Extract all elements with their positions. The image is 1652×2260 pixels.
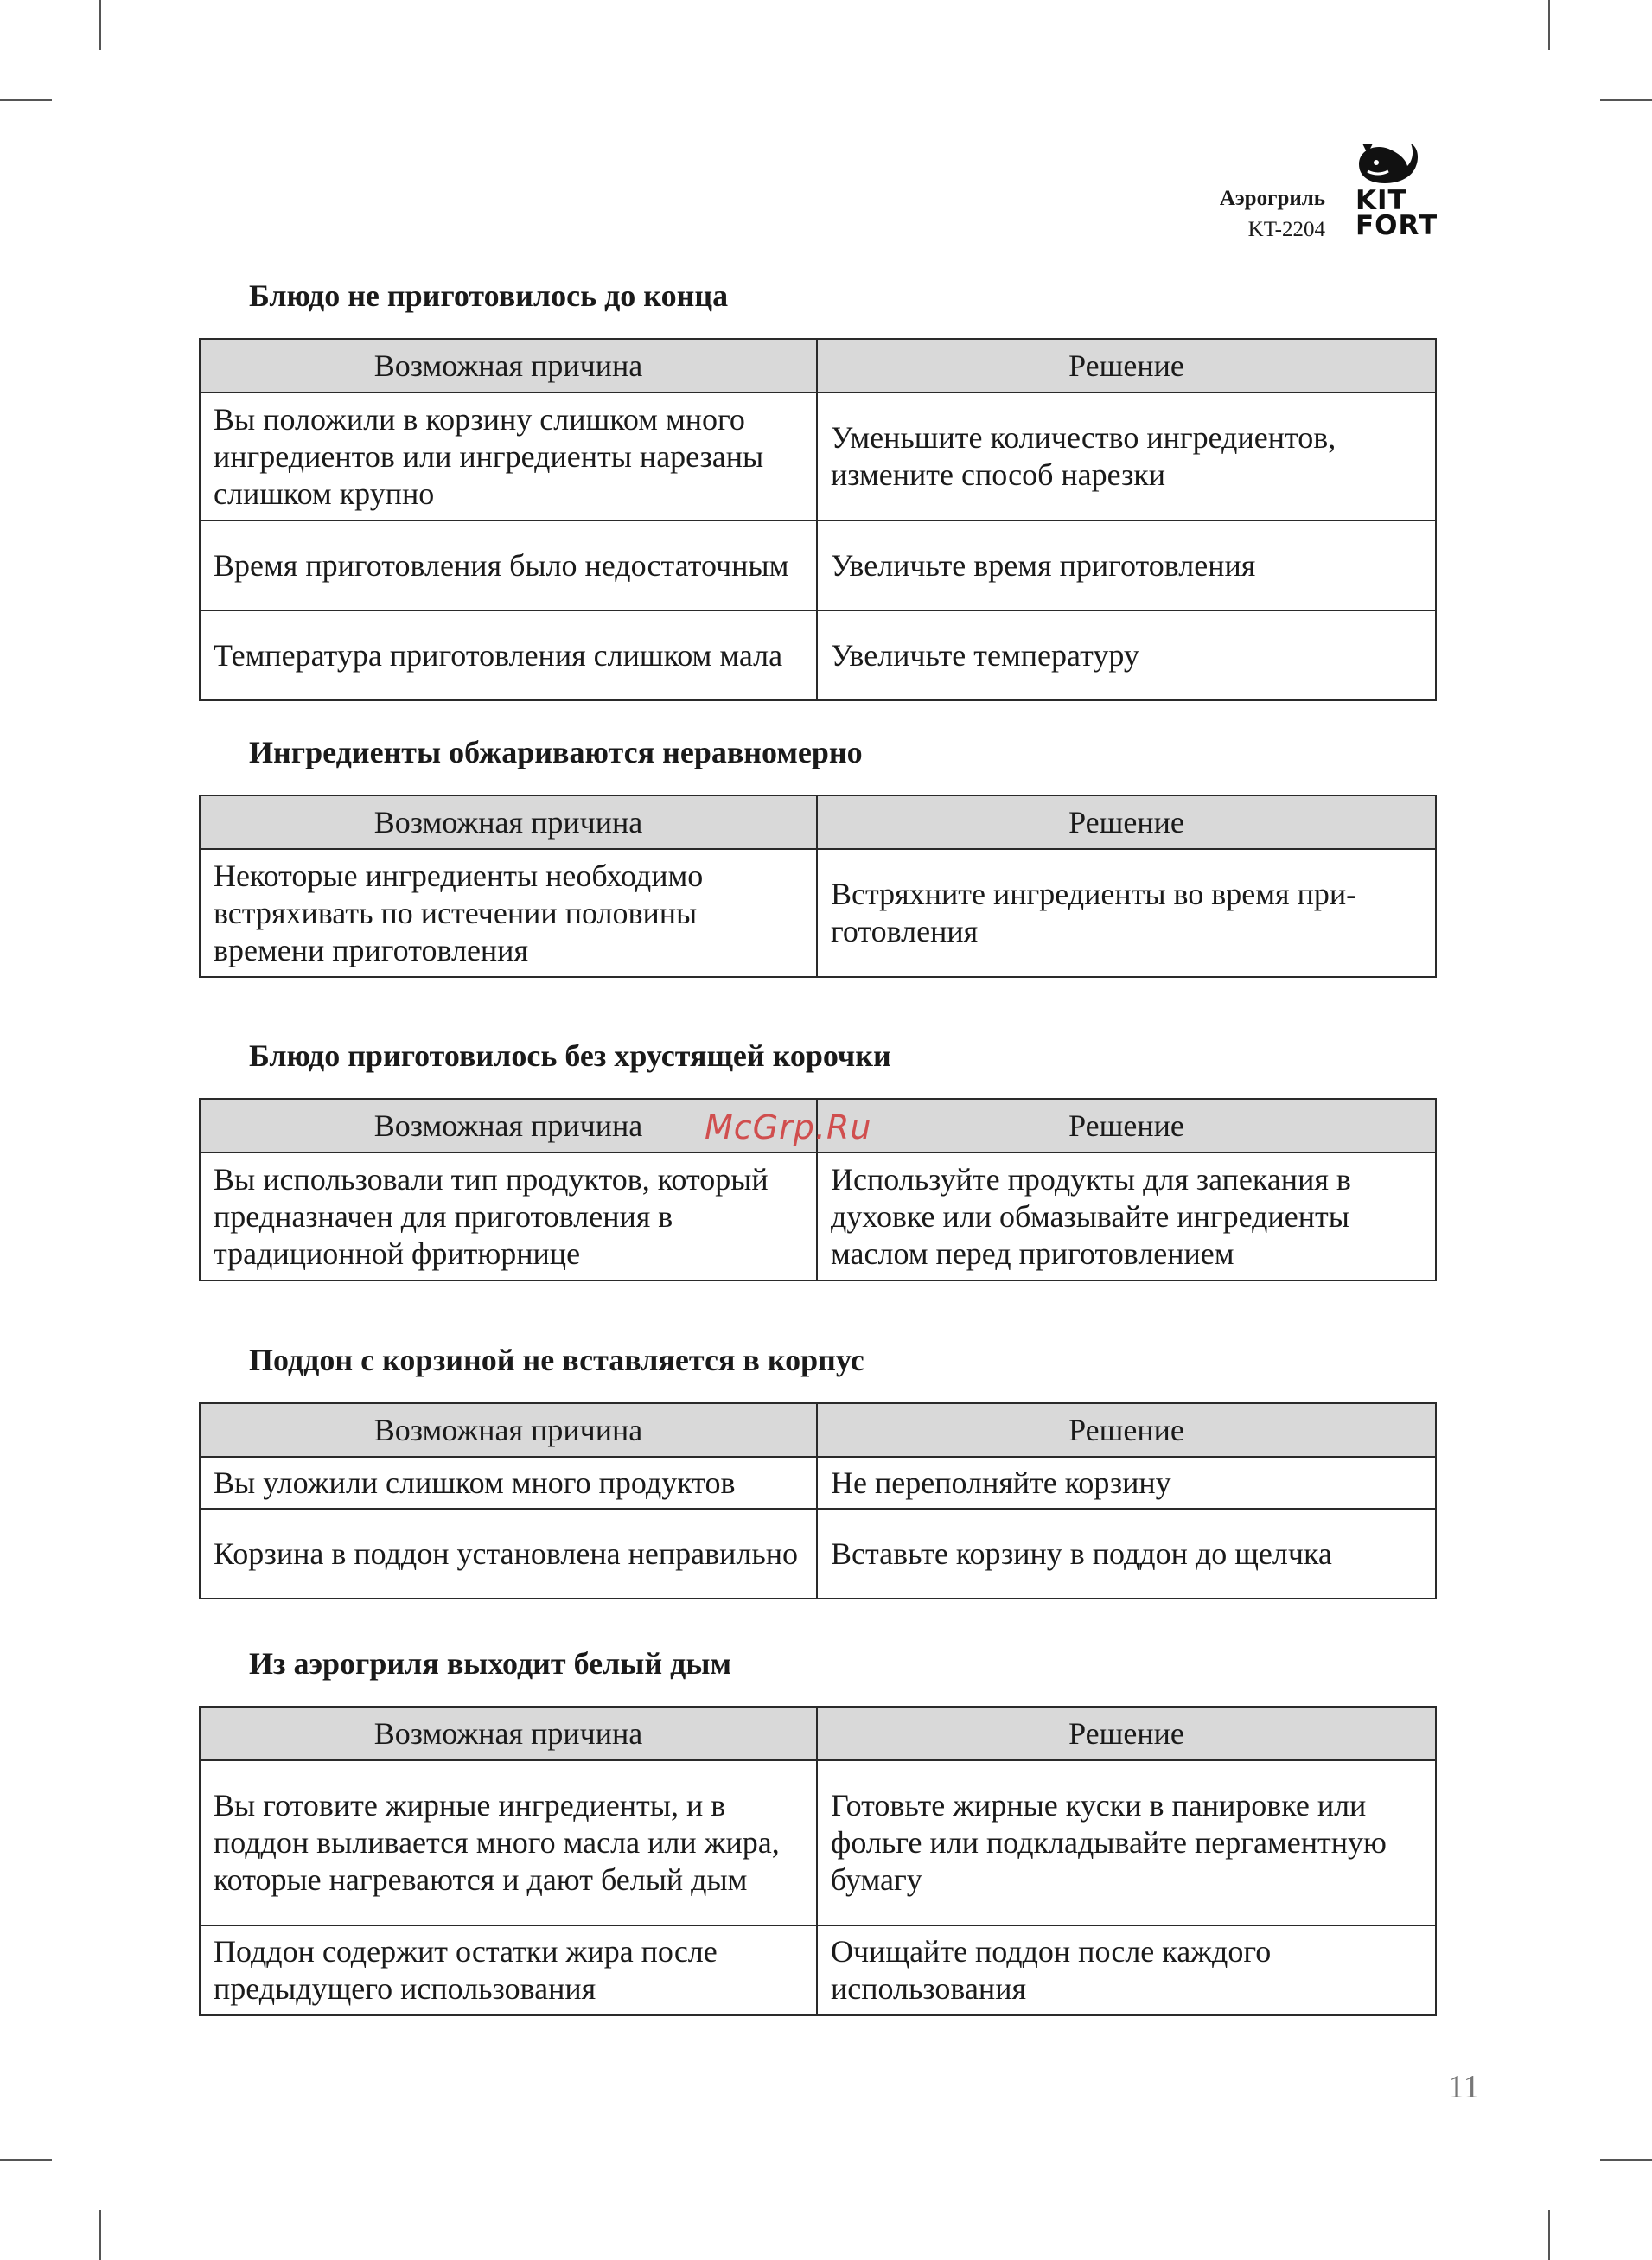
solution-cell: Вставьте корзину в поддон до щелчка: [817, 1509, 1436, 1599]
table-row: [200, 520, 1436, 610]
column-header-solution: Решение: [817, 795, 1436, 849]
table-row: [200, 1152, 1436, 1280]
solution-cell: Встряхните ингредиенты во время приготовления: [817, 849, 1436, 977]
table-row: [200, 1925, 1436, 2015]
cause-cell: Температура приготовления слишком мала: [200, 610, 817, 700]
table-row: [200, 1760, 1436, 1925]
table-row: [200, 1457, 1436, 1509]
solution-cell: Не переполняйте корзину: [817, 1457, 1436, 1509]
troubleshooting-table: [199, 795, 1437, 978]
watermark: McGrp.Ru: [705, 1108, 872, 1146]
cause-cell: Корзина в поддон установлена неправильно: [200, 1509, 817, 1599]
column-header-cause: Возможная причина: [200, 795, 817, 849]
crop-mark: [1600, 2159, 1652, 2161]
solution-cell: Готовьте жирные куски в панировке или фольге или подкладывайте пергаментную бумагу: [817, 1760, 1436, 1925]
table-header-row: [200, 795, 1436, 849]
cause-cell: Вы готовите жирные ингредиенты, и в поддон выливается много масла или жира, которые нагреваются и дают белый дым: [200, 1760, 817, 1925]
solution-cell: Очищайте поддон после каждого использования: [817, 1925, 1436, 2015]
header-product: Аэрогриль: [1219, 187, 1325, 210]
solution-cell: Увеличьте температуру: [817, 610, 1436, 700]
table-row: [200, 849, 1436, 977]
brand-wordmark: [1355, 185, 1438, 241]
section-uneven-frying: [199, 731, 1435, 978]
cause-cell: Время приготовления было недостаточным: [200, 520, 817, 610]
running-header: [1220, 183, 1325, 246]
section-title: Поддон с корзиной не вставляется в корпус: [249, 1343, 864, 1377]
section-tray-not-fitting: [199, 1338, 1435, 1599]
table-header-row: [200, 339, 1436, 393]
troubleshooting-table: [199, 338, 1437, 701]
cause-cell: Вы уложили слишком много продуктов: [200, 1457, 817, 1509]
section-title: Из аэрогриля выходит белый дым: [249, 1646, 731, 1681]
cause-cell: Вы положили в корзину слишком много ингредиентов или ингредиенты нарезаны слишком крупно: [200, 393, 817, 520]
section-title: Блюдо приготовилось без хрустящей корочки: [249, 1038, 891, 1073]
solution-cell: Используйте продукты для запекания в духовке или обмазывайте ингредиенты маслом перед приготовлением: [817, 1152, 1436, 1280]
brand-logo: [1355, 138, 1468, 246]
crop-mark: [1600, 99, 1652, 101]
section-title: Блюдо не приготовилось до конца: [249, 278, 729, 313]
crop-mark: [99, 0, 101, 50]
section-white-smoke: [199, 1642, 1435, 2016]
table-row: [200, 1509, 1436, 1599]
table-header-row: [200, 1403, 1436, 1457]
column-header-cause: Возможная причина: [200, 1707, 817, 1760]
table-row: [200, 393, 1436, 520]
brand-line-2: FORT: [1355, 210, 1438, 241]
crop-mark: [0, 99, 52, 101]
column-header-solution: Решение: [817, 1403, 1436, 1457]
column-header-solution: Решение: [817, 1099, 1436, 1152]
header-model: KT-2204: [1247, 218, 1325, 241]
troubleshooting-table: [199, 1402, 1437, 1599]
column-header-solution: Решение: [817, 1707, 1436, 1760]
crop-mark: [0, 2159, 52, 2161]
column-header-solution: Решение: [817, 339, 1436, 393]
troubleshooting-table: [199, 1706, 1437, 2016]
column-header-cause: Возможная причина: [200, 1403, 817, 1457]
cause-cell: Некоторые ингредиенты необходимо встряхивать по истечении половины времени приготовления: [200, 849, 817, 977]
crop-mark: [1548, 2210, 1550, 2260]
solution-cell: Уменьшите количество ингредиентов, измените способ нарезки: [817, 393, 1436, 520]
page-number: 11: [1448, 2069, 1480, 2105]
table-row: [200, 610, 1436, 700]
cause-cell: Вы использовали тип продуктов, который предназначен для приготовления в традиционной фритюрнице: [200, 1152, 817, 1280]
cause-cell: Поддон содержит остатки жира после предыдущего использования: [200, 1925, 817, 2015]
column-header-cause: Возможная причина: [200, 339, 817, 393]
crop-mark: [99, 2210, 101, 2260]
section-undercooked: [199, 274, 1435, 701]
whale-icon: [1355, 138, 1420, 187]
table-header-row: [200, 1707, 1436, 1760]
crop-mark: [1548, 0, 1550, 50]
brand-line-1: KIT: [1355, 185, 1407, 216]
section-no-crust: [199, 1034, 1435, 1281]
section-title: Ингредиенты обжариваются неравномерно: [249, 735, 863, 769]
solution-cell: Увеличьте время приготовления: [817, 520, 1436, 610]
column-header-cause: Возможная причина: [200, 1099, 817, 1152]
